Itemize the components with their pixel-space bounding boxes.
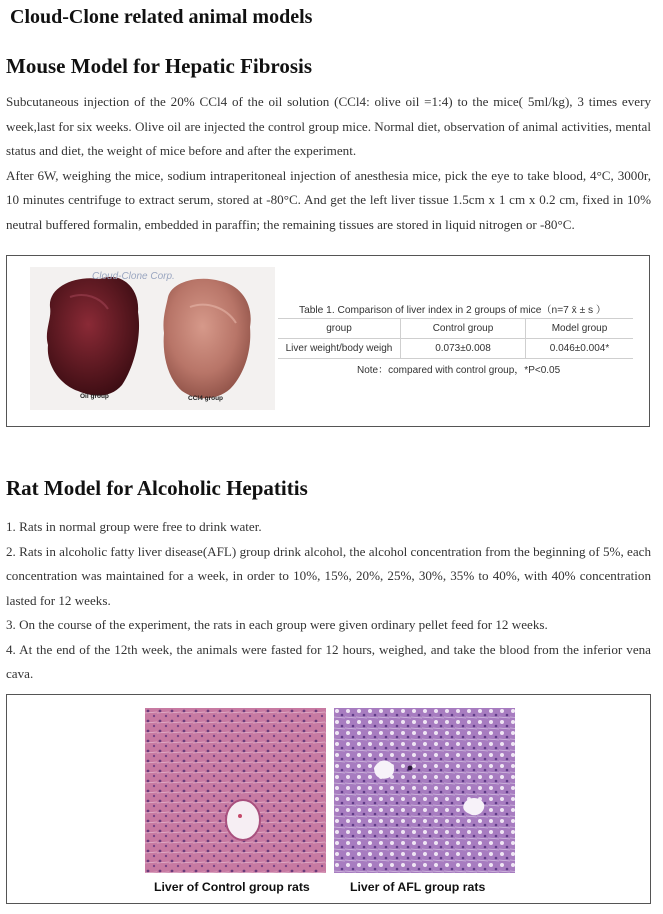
- control-tissue-graphic: [145, 708, 326, 873]
- table-header-cell: Control group: [401, 319, 526, 339]
- rat-figure-box: [6, 694, 651, 904]
- afl-caption: Liver of AFL group rats: [350, 880, 486, 894]
- afl-tissue-graphic: [334, 708, 515, 873]
- rat-item-1: 1. Rats in normal group were free to drink water.: [6, 519, 262, 534]
- rat-section-text: [6, 515, 651, 687]
- mouse-section-text: [6, 90, 651, 237]
- mouse-figure-box: [6, 255, 650, 427]
- page-title: Cloud-Clone related animal models: [10, 6, 313, 28]
- table-row: [278, 339, 633, 359]
- rat-section-heading: Rat Model for Alcoholic Hepatitis: [6, 476, 308, 500]
- oil-group-label: Oil group: [80, 393, 109, 400]
- watermark-logo: Cloud-Clone Corp.: [92, 271, 175, 282]
- liver-index-table: [278, 318, 633, 359]
- table-title: Table 1. Comparison of liver index in 2 groups of mice（n=7 x̄ ± s ）: [299, 305, 607, 316]
- mouse-paragraph-1: Subcutaneous injection of the 20% CCl4 of the oil solution (CCl4: olive oil =1:4) to the mice( 5ml/kg), 3 times every week,last for six weeks. Olive oil are injected the control group mice. Normal diet, observation of animal activities, mental status and diet, the weight of mice before and after the experiment.: [6, 94, 651, 158]
- table-header-row: [278, 319, 633, 339]
- table-header-cell: group: [278, 319, 401, 339]
- mouse-liver-photo: [30, 267, 275, 410]
- table-cell: 0.073±0.008: [401, 339, 526, 359]
- mouse-section-heading: Mouse Model for Hepatic Fibrosis: [6, 54, 313, 78]
- rat-item-4: 4. At the end of the 12th week, the animals were fasted for 12 hours, weighed, and take the blood from the inferior vena cava.: [6, 641, 651, 681]
- control-caption: Liver of Control group rats: [154, 880, 310, 894]
- liver-photo-graphic: [30, 267, 275, 410]
- rat-item-3: 3. On the course of the experiment, the rats in each group were given ordinary pellet feed for 12 weeks.: [6, 617, 548, 632]
- table-header-cell: Model group: [526, 319, 634, 339]
- table-cell: 0.046±0.004*: [526, 339, 634, 359]
- rat-item-2: 2. Rats in alcoholic fatty liver disease(AFL) group drink alcohol, the alcohol concentration from the beginning of 5%, each concentration was maintained for a week, in order to 10%, 15%, 20%, 25%, 30%, 35% to 40%, with 40% concentration lasted for 12 weeks.: [6, 543, 651, 608]
- control-liver-micrograph: [145, 708, 326, 873]
- ccl4-group-label: CCl4 group: [188, 395, 224, 402]
- mouse-paragraph-2: After 6W, weighing the mice, sodium intraperitoneal injection of anesthesia mice, pick the eye to take blood, 4°C, 3000r, 10 minutes centrifuge to extract serum, stored at -80°C. And get the left liver tissue 1.5cm x 1 cm x 0.2 cm, fixed in 10% neutral buffered formalin, embedded in paraffin; the remaining tissues are stored in liquid nitrogen or -80°C.: [6, 167, 651, 232]
- table-cell: Liver weight/body weigh: [278, 339, 401, 359]
- table-note: Note：compared with control group，*P<0.05: [357, 365, 561, 376]
- afl-liver-micrograph: [334, 708, 515, 873]
